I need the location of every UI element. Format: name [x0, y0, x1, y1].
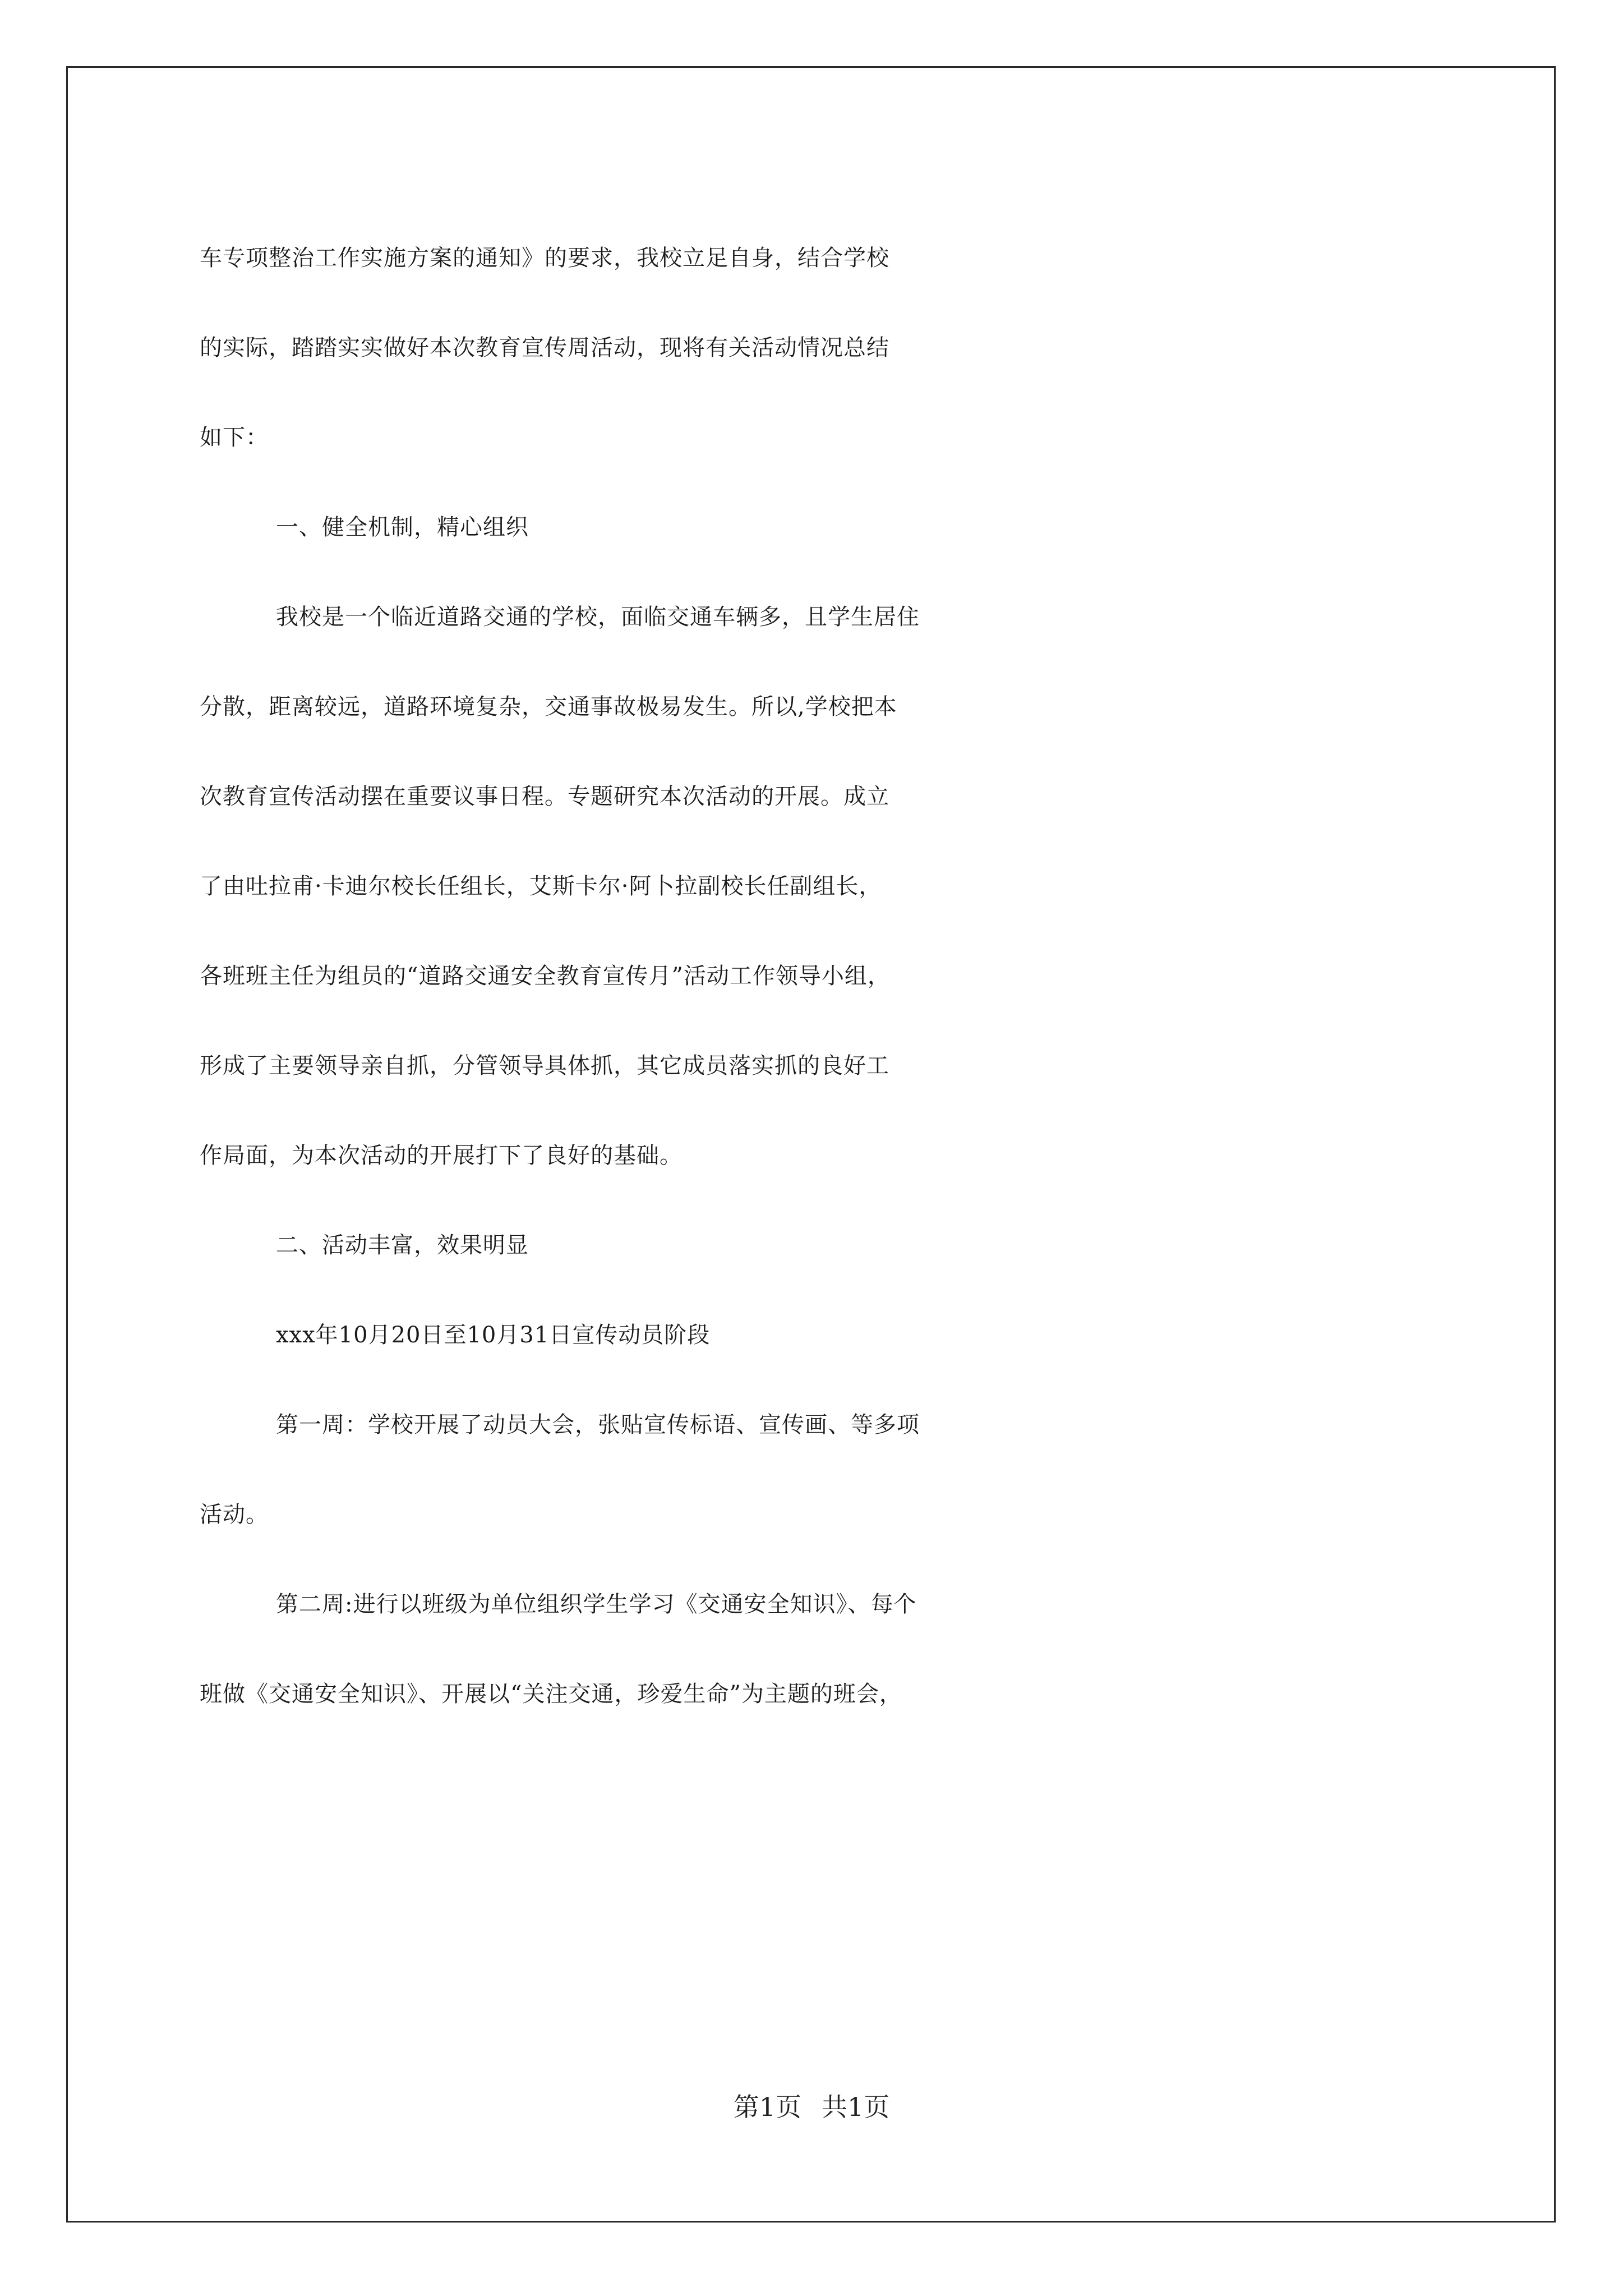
page-number: 第1页	[733, 2092, 801, 2122]
section-heading: 一、健全机制，精心组织	[276, 514, 529, 540]
page-total: 共1页	[822, 2092, 890, 2122]
page-footer	[0, 2087, 1623, 2124]
text-line: 次教育宣传活动摆在重要议事日程。专题研究本次活动的开展。成立	[200, 784, 889, 809]
document-body	[200, 213, 1456, 1739]
text-line: 第二周:进行以班级为单位组织学生学习《交通安全知识》、每个	[276, 1591, 917, 1617]
text-line: 分散，距离较远，道路环境复杂，交通事故极易发生。所以,学校把本	[200, 694, 897, 720]
text-line: 如下：	[200, 425, 269, 450]
text-line: 了由吐拉甫·卡迪尔校长任组长，艾斯卡尔·阿卜拉副校长任副组长，	[200, 873, 882, 899]
text-line: 第一周：学校开展了动员大会，张贴宣传标语、宣传画、等多项	[276, 1412, 920, 1438]
text-line: 我校是一个临近道路交通的学校，面临交通车辆多，且学生居住	[276, 604, 920, 630]
section-heading: 二、活动丰富，效果明显	[276, 1232, 529, 1258]
text-line: 班做《交通安全知识》、开展以“关注交通，珍爱生命”为主题的班会，	[200, 1681, 902, 1707]
text-line: xxx年10月20日至10月31日宣传动员阶段	[276, 1322, 711, 1348]
text-line: 作局面，为本次活动的开展打下了良好的基础。	[200, 1143, 683, 1168]
text-line: 活动。	[200, 1502, 269, 1527]
text-line: 各班班主任为组员的“道路交通安全教育宣传月”活动工作领导小组，	[200, 963, 891, 989]
text-line: 形成了主要领导亲自抓，分管领导具体抓，其它成员落实抓的良好工	[200, 1053, 889, 1079]
text-line: 的实际，踏踏实实做好本次教育宣传周活动，现将有关活动情况总结	[200, 335, 889, 361]
text-line: 车专项整治工作实施方案的通知》的要求，我校立足自身，结合学校	[200, 245, 889, 271]
